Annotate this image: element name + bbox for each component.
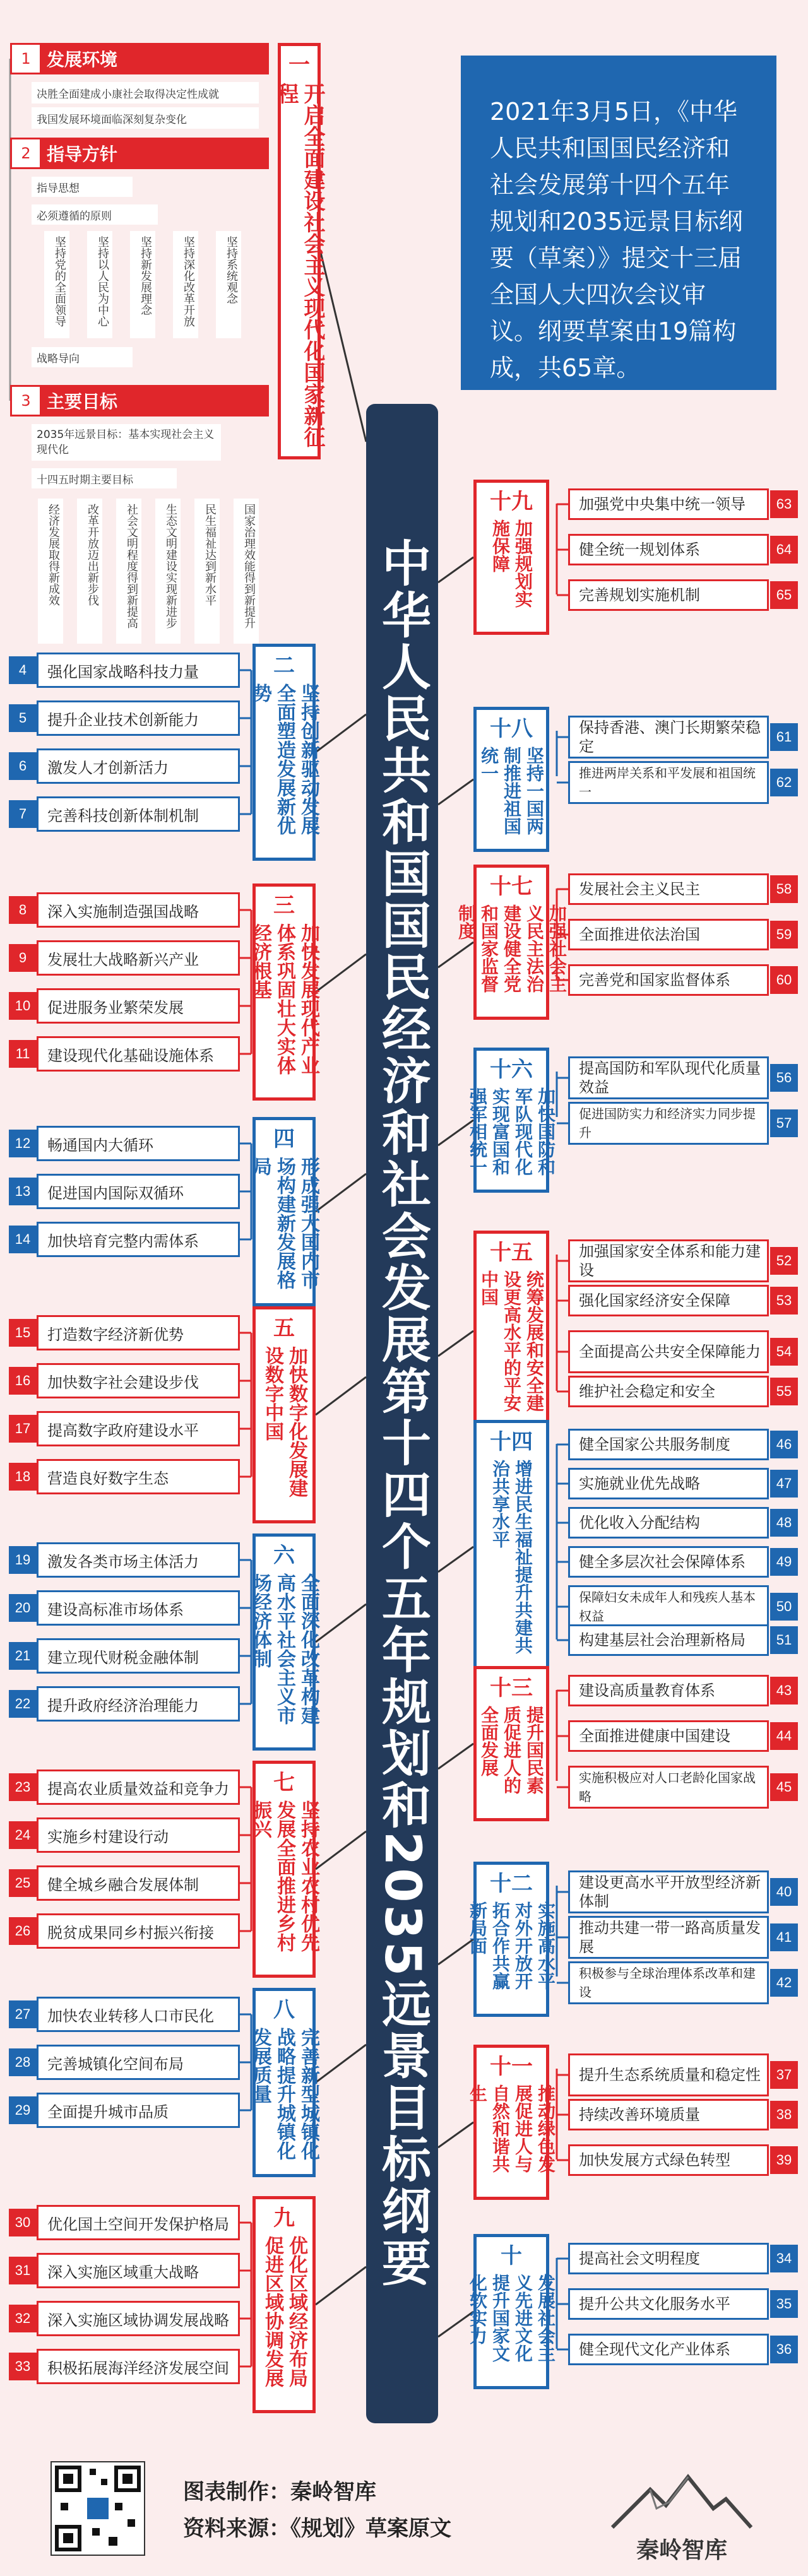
item-46: 健全国家公共服务制度 <box>568 1429 769 1460</box>
item-17: 提高数字政府建设水平 <box>37 1411 240 1446</box>
section-3-goal: 改革开放迈出新步伐 <box>77 499 102 644</box>
chapter-十九-number: 十九 <box>490 489 533 514</box>
item-61-number: 61 <box>770 723 798 751</box>
item-35-number: 35 <box>770 2290 798 2318</box>
chapter-四-number: 四 <box>273 1126 295 1152</box>
item-11-number: 11 <box>9 1040 37 1068</box>
section-2-sub: 必须遵循的原则 <box>32 204 158 225</box>
chapter-五-title: 加快数字化发展建设数字中国 <box>261 1346 307 1498</box>
item-62-number: 62 <box>770 769 798 796</box>
section-2-header: 指导方针 <box>10 138 269 169</box>
connector <box>316 1377 366 1415</box>
chapter-十二-number: 十二 <box>490 1871 533 1896</box>
item-23-number: 23 <box>9 1773 37 1801</box>
item-29-number: 29 <box>9 2096 37 2124</box>
section-3-goal: 社会文明程度得到新提高 <box>116 499 141 644</box>
item-15-number: 15 <box>9 1319 37 1347</box>
section-2-sub: 战略导向 <box>32 347 133 367</box>
chapter-十一-number: 十一 <box>490 2054 533 2079</box>
item-63-number: 63 <box>770 490 798 518</box>
chapter-六-title: 全面深化改革构建高水平社会主义市场经济体制 <box>249 1573 319 1725</box>
item-25-number: 25 <box>9 1869 37 1897</box>
item-6-number: 6 <box>9 752 37 780</box>
item-25: 健全城乡融合发展体制 <box>37 1865 240 1901</box>
item-29: 全面提升城市品质 <box>37 2093 240 2128</box>
chapter-十六-box <box>467 1048 556 1193</box>
chapter-五-box <box>252 1306 316 1523</box>
chapter-十九-title: 加强规划实施保障 <box>490 519 533 608</box>
item-54: 全面提高公共安全保障能力 <box>568 1330 769 1373</box>
item-56: 提高国防和军队现代化质量效益 <box>568 1056 769 1099</box>
chapter-十三-title: 提升国民素质促进人的全面发展 <box>478 1706 545 1794</box>
item-45: 实施积极应对人口老龄化国家战略 <box>568 1766 769 1809</box>
chapter-1-number: 一 <box>288 52 310 78</box>
item-21: 建立现代财税金融体制 <box>37 1638 240 1674</box>
chapter-七-box <box>249 1761 319 1978</box>
chapter-十七-title: 加强社会主义民主法治建设健全党和国家监督制度 <box>456 904 567 993</box>
section-2-principle: 坚持新发展理念 <box>130 231 155 338</box>
section-2-principle: 坚持系统观念 <box>216 231 241 338</box>
chapter-十-number: 十 <box>501 2243 522 2269</box>
item-44-number: 44 <box>770 1722 798 1750</box>
section-2-sub: 指导思想 <box>32 177 133 197</box>
item-20-number: 20 <box>9 1594 37 1622</box>
chapter-九-box <box>252 2196 316 2413</box>
item-34: 提高社会文明程度 <box>568 2243 769 2274</box>
connector <box>438 1547 473 1572</box>
item-48-number: 48 <box>770 1509 798 1537</box>
chapter-十七-box <box>456 865 567 1020</box>
chapter-十二-title: 实施高水平对外开放开拓合作共赢新局面 <box>467 1901 556 1990</box>
item-4: 强化国家战略科技力量 <box>37 653 240 688</box>
source-label: 资料来源： <box>183 2516 290 2541</box>
chapter-十八-box <box>473 707 549 852</box>
chapter-十-box <box>467 2234 556 2389</box>
connector <box>316 954 366 992</box>
source: 《规划》草案原文 <box>290 2516 451 2541</box>
item-8: 深入实施制造强国战略 <box>37 892 240 928</box>
item-19: 激发各类市场主体活力 <box>37 1542 240 1578</box>
item-16-number: 16 <box>9 1367 37 1395</box>
item-52-number: 52 <box>770 1247 798 1275</box>
section-3-header: 主要目标 <box>10 385 269 417</box>
item-50-number: 50 <box>770 1593 798 1621</box>
chapter-四-box <box>249 1117 319 1306</box>
chapter-十六-number: 十六 <box>490 1057 533 1082</box>
item-56-number: 56 <box>770 1064 798 1092</box>
chapter-六-number: 六 <box>273 1543 295 1568</box>
item-18: 营造良好数字生态 <box>37 1459 240 1494</box>
item-27-number: 27 <box>9 2000 37 2028</box>
item-37: 提升生态系统质量和稳定性 <box>568 2053 769 2096</box>
section-3-goal: 生态文明建设实现新进步 <box>155 499 181 644</box>
item-50: 保障妇女未成年人和残疾人基本权益 <box>568 1585 769 1628</box>
item-9-number: 9 <box>9 944 37 972</box>
connector <box>438 1331 473 1356</box>
connector <box>316 714 366 752</box>
maker-label: 图表制作： <box>183 2479 290 2505</box>
item-22-number: 22 <box>9 1690 37 1718</box>
chapter-三-number: 三 <box>273 893 295 918</box>
chapter-十五-title: 统筹发展和安全建设更高水平的平安中国 <box>478 1270 545 1412</box>
item-35: 提升公共文化服务水平 <box>568 2288 769 2320</box>
item-28-number: 28 <box>9 2048 37 2076</box>
item-40-number: 40 <box>770 1878 798 1906</box>
chapter-十一-title: 推动绿色发展促进人与自然和谐共生 <box>467 2084 556 2173</box>
connector <box>438 1744 473 1769</box>
chapter-十三-box <box>473 1666 549 1821</box>
item-36-number: 36 <box>770 2336 798 2363</box>
item-53-number: 53 <box>770 1287 798 1315</box>
section-2-principle: 坚持党的全面领导 <box>44 231 69 338</box>
main-title: 中华人民共和国国民经济和社会发展第十四个五年规划和2035远景目标纲要 <box>366 404 438 2423</box>
item-30-number: 30 <box>9 2209 37 2236</box>
maker: 秦岭智库 <box>290 2479 376 2505</box>
section-1-sub: 我国发展环境面临深刻复杂变化 <box>32 107 259 129</box>
item-10-number: 10 <box>9 992 37 1020</box>
item-58-number: 58 <box>770 875 798 903</box>
connector <box>316 1174 366 1212</box>
item-23: 提高农业质量效益和竞争力 <box>37 1770 240 1805</box>
item-44: 全面推进健康中国建设 <box>568 1720 769 1752</box>
chapter-十九-box <box>473 480 549 635</box>
item-48: 优化收入分配结构 <box>568 1507 769 1539</box>
item-46-number: 46 <box>770 1431 798 1458</box>
chapter-五-number: 五 <box>273 1316 295 1341</box>
item-18-number: 18 <box>9 1463 37 1491</box>
chapter-十-title: 发展社会主义先进文化提升国家文化软实力 <box>467 2274 556 2362</box>
connector <box>438 557 473 582</box>
chapter-六-box <box>249 1533 319 1751</box>
item-41: 推动共建一带一路高质量发展 <box>568 1916 769 1959</box>
chapter-十五-box <box>473 1231 549 1431</box>
chapter-十三-number: 十三 <box>490 1675 533 1701</box>
chapter-1-title: 开启全面建设社会主义现代化国家新征程 <box>273 83 325 447</box>
chapter-八-box <box>249 1988 319 2177</box>
item-32: 深入实施区域协调发展战略 <box>37 2301 240 2336</box>
item-64: 健全统一规划体系 <box>568 534 769 565</box>
connector <box>438 779 473 805</box>
chapter-九-title: 优化区域经济布局促进区域协调发展 <box>261 2236 307 2387</box>
item-39: 加快发展方式绿色转型 <box>568 2144 769 2176</box>
item-14: 加快培育完整内需体系 <box>37 1222 240 1257</box>
chapter-二-box <box>249 644 319 861</box>
item-33-number: 33 <box>9 2353 37 2380</box>
connector <box>321 252 366 442</box>
item-38-number: 38 <box>770 2101 798 2129</box>
qinling-logo <box>606 2471 758 2565</box>
item-12: 畅通国内大循环 <box>37 1126 240 1161</box>
chapter-九-number: 九 <box>273 2206 295 2231</box>
item-57: 促进国防实力和经济实力同步提升 <box>568 1102 769 1145</box>
item-60-number: 60 <box>770 966 798 994</box>
section-3-goal: 经济发展取得新成效 <box>38 499 63 644</box>
section-3-number: 3 <box>12 387 40 415</box>
item-39-number: 39 <box>770 2146 798 2174</box>
item-14-number: 14 <box>9 1226 37 1253</box>
item-42: 积极参与全球治理体系改革和建设 <box>568 1961 769 2004</box>
item-53: 强化国家经济安全保障 <box>568 1285 769 1316</box>
chapter-七-title: 坚持农业农村优先发展全面推进乡村振兴 <box>249 1800 319 1952</box>
chapter-八-title: 完善新型城镇化战略提升城镇化发展质量 <box>249 2028 319 2160</box>
item-52: 加强国家安全体系和能力建设 <box>568 1239 769 1282</box>
item-61: 保持香港、澳门长期繁荣稳定 <box>568 716 769 759</box>
item-59: 全面推进依法治国 <box>568 919 769 950</box>
item-26: 脱贫成果同乡村振兴衔接 <box>37 1913 240 1949</box>
item-62: 推进两岸关系和平发展和祖国统一 <box>568 761 769 804</box>
chapter-二-title: 坚持创新驱动发展全面塑造发展新优势 <box>249 683 319 835</box>
connector <box>316 1831 366 1869</box>
chapter-十四-number: 十四 <box>490 1429 533 1455</box>
item-13-number: 13 <box>9 1178 37 1205</box>
item-33: 积极拓展海洋经济发展空间 <box>37 2349 240 2384</box>
item-8-number: 8 <box>9 896 37 924</box>
item-12-number: 12 <box>9 1130 37 1157</box>
section-3-goal: 国家治理效能得到新提升 <box>234 499 259 644</box>
item-19-number: 19 <box>9 1546 37 1574</box>
item-49-number: 49 <box>770 1548 798 1576</box>
item-41-number: 41 <box>770 1923 798 1951</box>
item-5-number: 5 <box>9 704 37 732</box>
item-51-number: 51 <box>770 1626 798 1654</box>
item-59-number: 59 <box>770 921 798 948</box>
section-2-number: 2 <box>12 139 40 167</box>
item-20: 建设高标准市场体系 <box>37 1590 240 1626</box>
chapter-十四-title: 增进民生福祉提升共建共治共享水平 <box>490 1460 533 1654</box>
chapter-十六-title: 加快国防和军队现代化实现富国和强军相统一 <box>467 1087 556 1176</box>
item-42-number: 42 <box>770 1969 798 1997</box>
chapter-三-title: 加快发展现代产业体系巩固壮大实体经济根基 <box>249 923 319 1075</box>
item-17-number: 17 <box>9 1415 37 1443</box>
item-43-number: 43 <box>770 1677 798 1705</box>
section-3-sub: 十四五时期主要目标 <box>32 468 177 488</box>
chapter-十二-box <box>467 1862 556 2017</box>
item-38: 持续改善环境质量 <box>568 2099 769 2130</box>
item-64-number: 64 <box>770 536 798 564</box>
item-47: 实施就业优先战略 <box>568 1468 769 1499</box>
item-57-number: 57 <box>770 1109 798 1137</box>
item-21-number: 21 <box>9 1642 37 1670</box>
item-24: 实施乡村建设行动 <box>37 1817 240 1853</box>
item-10: 促进服务业繁荣发展 <box>37 988 240 1024</box>
connector <box>316 2045 366 2083</box>
chapter-八-number: 八 <box>273 1997 295 2023</box>
chapter-七-number: 七 <box>273 1770 295 1795</box>
item-30: 优化国土空间开发保护格局 <box>37 2205 240 2240</box>
connector <box>316 1604 366 1642</box>
chapter-三-box <box>249 883 319 1101</box>
item-31: 深入实施区域重大战略 <box>37 2253 240 2288</box>
chapter-十五-number: 十五 <box>490 1240 533 1265</box>
item-40: 建设更高水平开放型经济新体制 <box>568 1870 769 1913</box>
item-55-number: 55 <box>770 1378 798 1405</box>
item-34-number: 34 <box>770 2245 798 2272</box>
footer-credits <box>183 2474 451 2547</box>
section-3-goal: 民生福祉达到新水平 <box>194 499 220 644</box>
item-37-number: 37 <box>770 2061 798 2089</box>
item-65: 完善规划实施机制 <box>568 579 769 611</box>
item-15: 打造数字经济新优势 <box>37 1315 240 1350</box>
connector <box>316 2267 366 2305</box>
item-55: 维护社会稳定和安全 <box>568 1376 769 1407</box>
chapter-十四-box <box>473 1420 549 1674</box>
item-5: 提升企业技术创新能力 <box>37 700 240 736</box>
section-1-number: 1 <box>12 45 40 73</box>
chapter-1-box <box>273 43 325 459</box>
chapter-十七-number: 十七 <box>490 874 533 899</box>
chapter-二-number: 二 <box>273 653 295 678</box>
item-65-number: 65 <box>770 581 798 609</box>
item-9: 发展壮大战略新兴产业 <box>37 940 240 976</box>
item-63: 加强党中央集中统一领导 <box>568 488 769 520</box>
item-16: 加快数字社会建设步伐 <box>37 1363 240 1398</box>
item-60: 完善党和国家监督体系 <box>568 964 769 996</box>
section-2-principle: 坚持深化改革开放 <box>173 231 198 338</box>
item-45-number: 45 <box>770 1773 798 1801</box>
item-7-number: 7 <box>9 800 37 828</box>
item-49: 健全多层次社会保障体系 <box>568 1546 769 1578</box>
item-54-number: 54 <box>770 1338 798 1366</box>
item-6: 激发人才创新活力 <box>37 748 240 784</box>
item-22: 提升政府经济治理能力 <box>37 1686 240 1722</box>
chapter-四-title: 形成强大国内市场构建新发展格局 <box>249 1157 319 1289</box>
item-47-number: 47 <box>770 1470 798 1498</box>
item-28: 完善城镇化空间布局 <box>37 2045 240 2080</box>
qr-code <box>50 2461 145 2556</box>
item-36: 健全现代文化产业体系 <box>568 2334 769 2365</box>
item-11: 建设现代化基础设施体系 <box>37 1036 240 1072</box>
item-43: 建设高质量教育体系 <box>568 1675 769 1706</box>
item-26-number: 26 <box>9 1917 37 1945</box>
item-58: 发展社会主义民主 <box>568 873 769 905</box>
section-1-sub: 决胜全面建成小康社会取得决定性成就 <box>32 82 259 103</box>
chapter-十八-title: 坚持一国两制推进祖国统一 <box>478 747 545 835</box>
logo-text: 秦岭智库 <box>636 2537 727 2563</box>
section-1-header: 发展环境 <box>10 43 269 74</box>
item-24-number: 24 <box>9 1821 37 1849</box>
item-32-number: 32 <box>9 2305 37 2332</box>
item-51: 构建基层社会治理新格局 <box>568 1624 769 1656</box>
chapter-十一-box <box>467 2045 556 2200</box>
section-3-sub: 2035年远景目标：基本实现社会主义现代化 <box>32 424 221 461</box>
item-27: 加快农业转移人口市民化 <box>37 1997 240 2032</box>
item-7: 完善科技创新体制机制 <box>37 796 240 832</box>
item-13: 促进国内国际双循环 <box>37 1174 240 1209</box>
chapter-十八-number: 十八 <box>490 716 533 741</box>
item-4-number: 4 <box>9 656 37 684</box>
item-31-number: 31 <box>9 2257 37 2284</box>
section-2-principle: 坚持以人民为中心 <box>87 231 112 338</box>
intro-box: 2021年3月5日，《中华人民共和国国民经济和社会发展第十四个五年规划和2035远景目标纲要（草案）》提交十三届全国人大四次会议审议。纲要草案由19篇构成，共65章。 <box>461 56 776 390</box>
